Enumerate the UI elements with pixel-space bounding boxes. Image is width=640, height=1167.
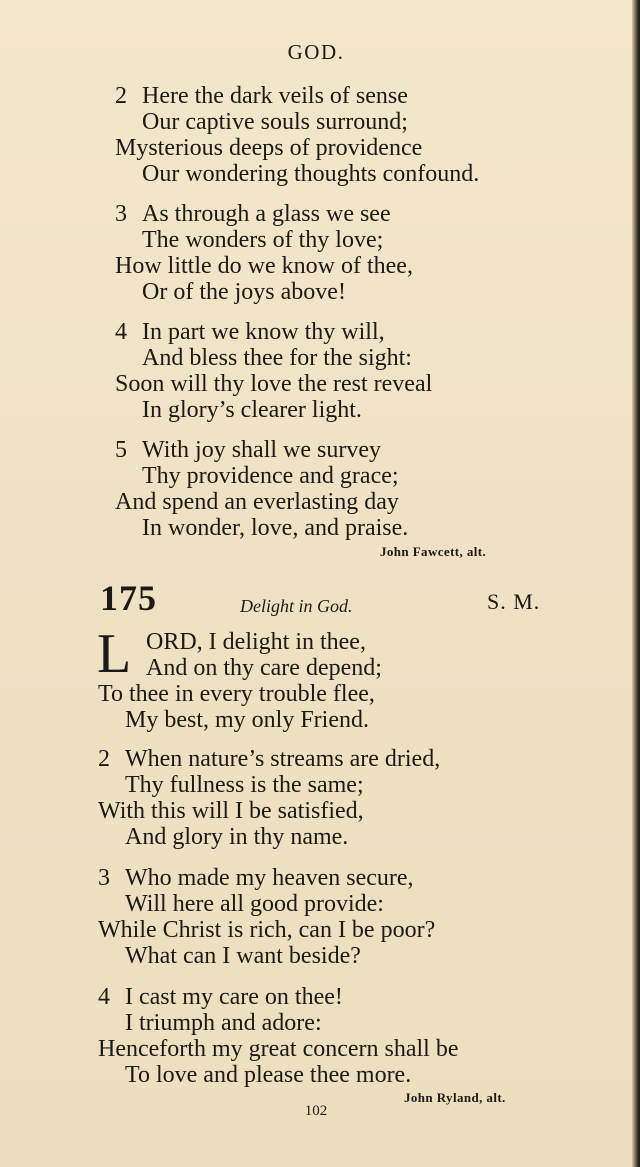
drop-cap: L <box>97 623 132 685</box>
attribution-fawcett: John Fawcett, alt. <box>380 544 487 559</box>
verse-line: And spend an everlasting day <box>115 489 399 515</box>
hymn-title: Delight in God. <box>240 596 353 616</box>
page-edge <box>632 0 640 1167</box>
attribution-ryland: John Ryland, alt. <box>404 1090 506 1105</box>
verse-number: 5 <box>115 437 127 463</box>
verse-line: With this will I be satisfied, <box>98 798 364 824</box>
hymn-verse-2 <box>98 746 440 850</box>
verse-number: 2 <box>115 83 127 109</box>
verse-line: Or of the joys above! <box>142 279 346 305</box>
verse-line: In wonder, love, and praise. <box>142 515 409 541</box>
verse-number: 2 <box>98 746 110 772</box>
verse-line: How little do we know of thee, <box>115 253 413 279</box>
verse-number: 4 <box>115 319 127 345</box>
verse-line: 2 Here the dark veils of sense <box>115 83 408 109</box>
verse-line: ORD, I delight in thee, <box>146 629 366 655</box>
verse-line: And glory in thy name. <box>125 824 349 850</box>
verse-line: I triumph and adore: <box>125 1010 322 1036</box>
verse-4 <box>115 319 432 423</box>
verse-line: Will here all good provide: <box>125 891 384 917</box>
verse-3 <box>115 201 413 305</box>
verse-line: To thee in every trouble flee, <box>98 681 375 707</box>
page-number: 102 <box>304 1103 328 1119</box>
hymn-verse-4 <box>98 984 459 1088</box>
hymn-number: 175 <box>100 578 157 618</box>
verse-number: 3 <box>115 201 127 227</box>
verse-line: The wonders of thy love; <box>142 227 384 253</box>
verse-line: 3 Who made my heaven secure, <box>98 865 414 891</box>
verse-number: 4 <box>98 984 110 1010</box>
verse-number: 3 <box>98 865 110 891</box>
verse-line: While Christ is rich, can I be poor? <box>98 917 436 943</box>
verse-line: To love and please thee more. <box>125 1062 412 1088</box>
verse-line: Henceforth my great concern shall be <box>98 1036 459 1062</box>
verse-line: 4 I cast my care on thee! <box>98 984 343 1010</box>
verse-line: Soon will thy love the rest reveal <box>115 371 433 397</box>
verse-line: Our captive souls surround; <box>142 109 408 135</box>
verse-5 <box>115 437 408 541</box>
hymn-verse-3 <box>98 865 435 969</box>
hymn-verse-1-bottom <box>98 681 375 733</box>
verse-line: 5 With joy shall we survey <box>115 437 381 463</box>
verse-line: Mysterious deeps of providence <box>115 135 423 161</box>
verse-line: In glory’s clearer light. <box>142 397 362 423</box>
hymn-verse-1-top <box>146 629 382 681</box>
hymn-meter: S. M. <box>487 589 541 614</box>
verse-line: And bless thee for the sight: <box>142 345 412 371</box>
verse-line: Thy providence and grace; <box>142 463 399 489</box>
verse-line: What can I want beside? <box>125 943 361 969</box>
verse-line: And on thy care depend; <box>146 655 382 681</box>
verse-line: My best, my only Friend. <box>125 707 369 733</box>
page-header: GOD. <box>287 40 345 64</box>
verse-2 <box>115 83 479 187</box>
verse-line: Our wondering thoughts confound. <box>142 161 480 187</box>
verse-line: 3 As through a glass we see <box>115 201 391 227</box>
verse-line: Thy fullness is the same; <box>125 772 364 798</box>
verse-line: 4 In part we know thy will, <box>115 319 385 345</box>
verse-line: 2 When nature’s streams are dried, <box>98 746 441 772</box>
